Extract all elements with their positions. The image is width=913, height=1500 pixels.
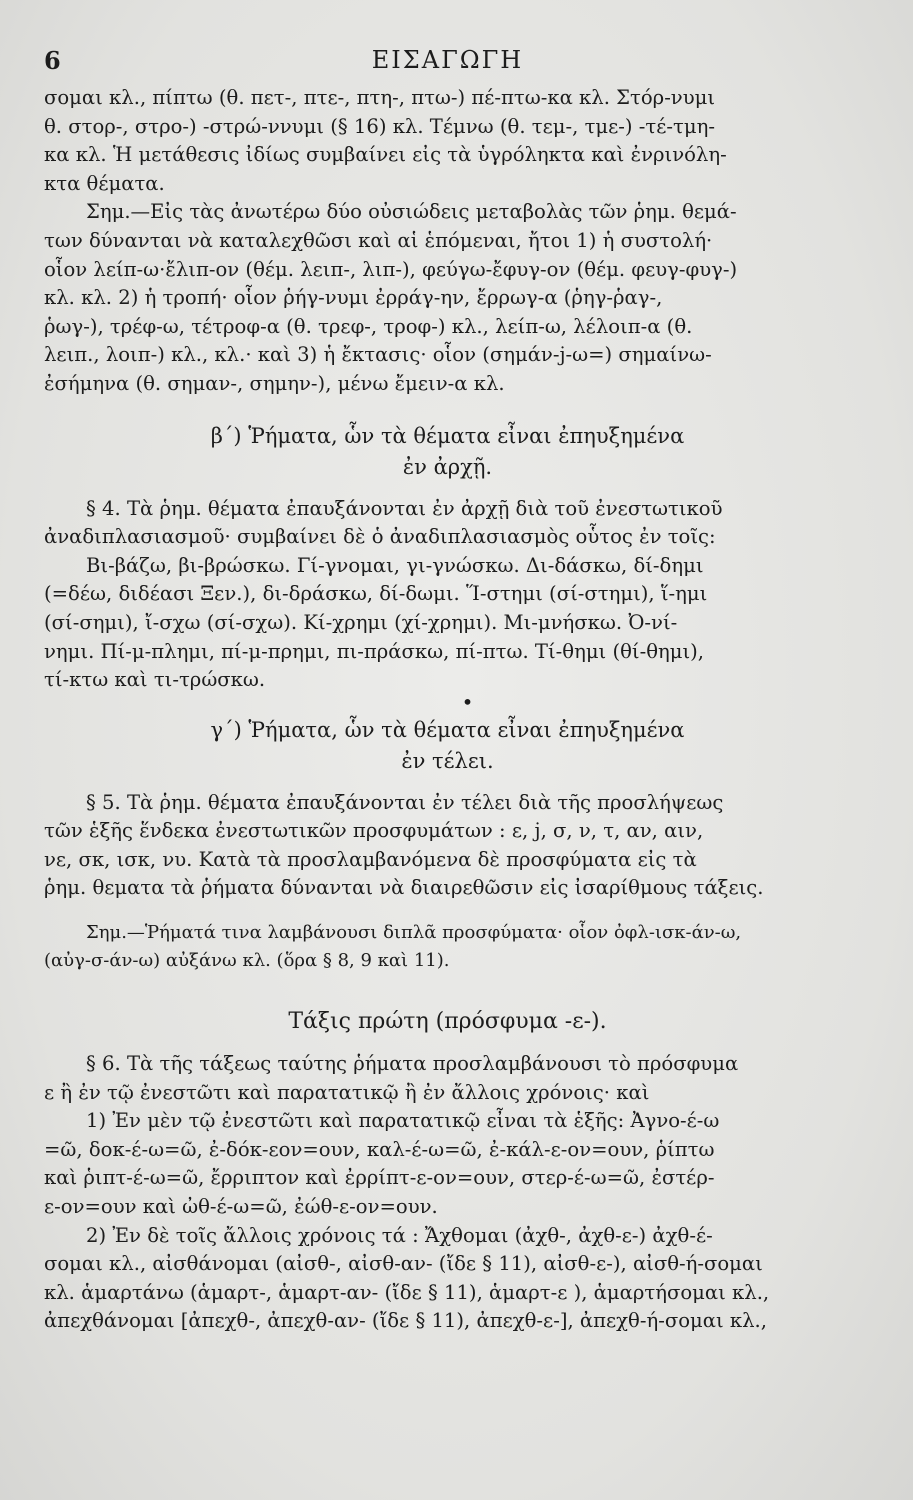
- section-title-first-class: Τάξις πρώτη (πρόσφυμα -ε-).: [288, 1009, 607, 1035]
- running-head: ΕΙΣΑΓΩΓΗ: [371, 46, 524, 74]
- text-line: ε-ον=ουν καὶ ὠθ-έ-ω=ῶ, ἐώθ-ε-ον=ουν.: [44, 1195, 438, 1219]
- text-line: ἀπεχθάνομαι [ἀπεχθ-, ἀπεχθ-αν- (ἴδε § 11), ἀπεχθ-ε-], ἀπεχθ-ή-σομαι κλ.,: [44, 1309, 767, 1333]
- page-header: [44, 36, 851, 84]
- text-line: (σί-σημι), ἴ-σχω (σί-σχω). Κί-χρημι (χί-χρημι). Μι-μνήσκω. Ὀ-νί-: [44, 610, 678, 634]
- heading-line: β΄) Ῥήματα, ὧν τὰ θέματα εἶναι ἐπηυξημένα: [210, 423, 685, 448]
- heading-line: γ΄) Ῥήματα, ὧν τὰ θέματα εἶναι ἐπηυξημένα: [210, 717, 685, 742]
- paragraph-4: [44, 495, 851, 695]
- text-line: ἐσήμηνα (θ. σημαν-, σημην-), μένω ἔμειν-α κλ.: [44, 371, 505, 395]
- text-line: Σημ.—Ῥήματά τινα λαμβάνουσι διπλᾶ προσφύματα· οἷον ὀφλ-ισκ-άν-ω,: [86, 922, 742, 944]
- text-line: ῥημ. θεματα τὰ ῥήματα δύνανται νὰ διαιρεθῶσιν εἰς ἰσαρίθμους τάξεις.: [44, 876, 764, 900]
- page-number: 6: [44, 46, 61, 75]
- note-paragraph: [44, 198, 851, 227]
- text-line: ῥωγ-), τρέφ-ω, τέτροφ-α (θ. τρεφ-, τροφ-) κλ., λείπ-ω, λέλοιπ-α (θ.: [44, 314, 693, 338]
- text-line: καὶ ῥιπτ-έ-ω=ῶ, ἔρριπτον καὶ ἐρρίπτ-ε-ον=ουν, στερ-έ-ω=ῶ, ἐστέρ-: [44, 1166, 715, 1190]
- text-line: νε, σκ, ισκ, νυ. Κατὰ τὰ προσλαμβανόμενα δὲ προσφύματα εἰς τὰ: [44, 847, 697, 871]
- text-line: των δύνανται νὰ καταλεχθῶσι καὶ αἱ ἑπόμεναι, ἤτοι 1) ἡ συστολή·: [44, 228, 713, 252]
- text-line: (=δέω, διδέασι Ξεν.), δι-δράσκω, δί-δωμι. Ἵ-στημι (σί-στημι), ἵ-ημι: [44, 582, 708, 606]
- text-line: κα κλ. Ἡ μετάθεσις ἰδίως συμβαίνει εἰς τὰ ὑγρόληκτα καὶ ἐνρινόλη-: [44, 143, 727, 167]
- text-line: νημι. Πί-μ-πλημι, πί-μ-πρημι, πι-πράσκω, πί-πτω. Τί-θημι (θί-θημι),: [44, 639, 705, 663]
- intro-paragraph: [44, 84, 851, 198]
- text-line: 1) Ἐν μὲν τῷ ἐνεστῶτι καὶ παρατατικῷ εἶναι τὰ ἑξῆς: Ἀγνο-έ-ω: [86, 1109, 720, 1133]
- text-line: θ. στορ-, στρο-) -στρώ-ννυμι (§ 16) κλ. Τέμνω (θ. τεμ-, τμε-) -τέ-τμη-: [44, 114, 715, 138]
- text-line: 2) Ἐν δὲ τοῖς ἄλλοις χρόνοις τά : Ἄχθομαι (ἀχθ-, ἀχθ-ε-) ἀχθ-έ-: [86, 1223, 713, 1247]
- text-line: τί-κτω καὶ τι-τρώσκω.: [44, 668, 266, 692]
- text-line: Σημ.—Εἰς τὰς ἀνωτέρω δύο οὐσιώδεις μεταβολὰς τῶν ῥημ. θεμά-: [86, 200, 737, 224]
- text-line: τῶν ἑξῆς ἕνδεκα ἐνεστωτικῶν προσφυμάτων : ε, j, σ, ν, τ, αν, αιν,: [44, 819, 704, 843]
- text-line: § 6. Τὰ τῆς τάξεως ταύτης ῥήματα προσλαμβάνουσι τὸ πρόσφυμα: [86, 1052, 739, 1076]
- ink-dot: •: [461, 689, 474, 714]
- text-line: § 4. Τὰ ῥημ. θέματα ἐπαυξάνονται ἐν ἀρχῇ διὰ τοῦ ἐνεστωτικοῦ: [86, 496, 723, 520]
- note-paragraph-2: [44, 919, 851, 975]
- text-line: § 5. Τὰ ῥημ. θέματα ἐπαυξάνονται ἐν τέλει διὰ τῆς προσλήψεως: [86, 790, 724, 814]
- heading-line: ἐν ἀρχῇ.: [402, 454, 493, 479]
- text-line: λειπ., λοιπ-) κλ., κλ.· καὶ 3) ἡ ἔκτασις· οἷον (σημάν-j-ω=) σημαίνω-: [44, 343, 712, 367]
- text-line: κλ. κλ. 2) ἡ τροπή· οἷον ῥήγ-νυμι ἐρράγ-ην, ἔρρωγ-α (ῥηγ-ῥαγ-,: [44, 286, 663, 310]
- paragraph-6: [44, 1050, 851, 1336]
- text-line: Βι-βάζω, βι-βρώσκω. Γί-γνομαι, γι-γνώσκω. Δι-δάσκω, δί-δημι: [86, 553, 704, 577]
- text-line: κτα θέματα.: [44, 171, 165, 195]
- text-line: οἷον λείπ-ω·ἔλιπ-ον (θέμ. λειπ-, λιπ-), φεύγω-ἔφυγ-ον (θέμ. φευγ-φυγ-): [44, 257, 738, 281]
- section-heading-c: [44, 715, 851, 777]
- paragraph-5: [44, 789, 851, 903]
- heading-line: ἐν τέλει.: [401, 748, 494, 773]
- text-line: κλ. ἁμαρτάνω (ἁμαρτ-, ἁμαρτ-αν- (ἴδε § 11), ἁμαρτ-ε ), ἁμαρτήσομαι κλ.,: [44, 1280, 770, 1304]
- text-line: ἀναδιπλασιασμοῦ· συμβαίνει δὲ ὁ ἀναδιπλασιασμὸς οὗτος ἐν τοῖς:: [44, 525, 716, 549]
- note-paragraph-continued: [44, 227, 851, 399]
- text-line: (αὐγ-σ-άν-ω) αὐξάνω κλ. (ὅρα § 8, 9 καὶ 11).: [44, 950, 450, 972]
- text-line: σομαι κλ., πίπτω (θ. πετ-, πτε-, πτη-, πτω-) πέ-πτω-κα κλ. Στόρ-νυμι: [44, 86, 716, 109]
- text-line: =ῶ, δοκ-έ-ω=ῶ, ἐ-δόκ-εον=ουν, καλ-έ-ω=ῶ, ἐ-κάλ-ε-ον=ουν, ῥίπτω: [44, 1137, 715, 1161]
- text-line: σομαι κλ., αἰσθάνομαι (αἰσθ-, αἰσθ-αν- (ἴδε § 11), αἰσθ-ε-), αἰσθ-ή-σομαι: [44, 1252, 763, 1276]
- text-line: ε ἢ ἐν τῷ ἐνεστῶτι καὶ παρατατικῷ ἢ ἐν ἄλλοις χρόνοις· καὶ: [44, 1080, 650, 1104]
- section-heading-b: [44, 421, 851, 483]
